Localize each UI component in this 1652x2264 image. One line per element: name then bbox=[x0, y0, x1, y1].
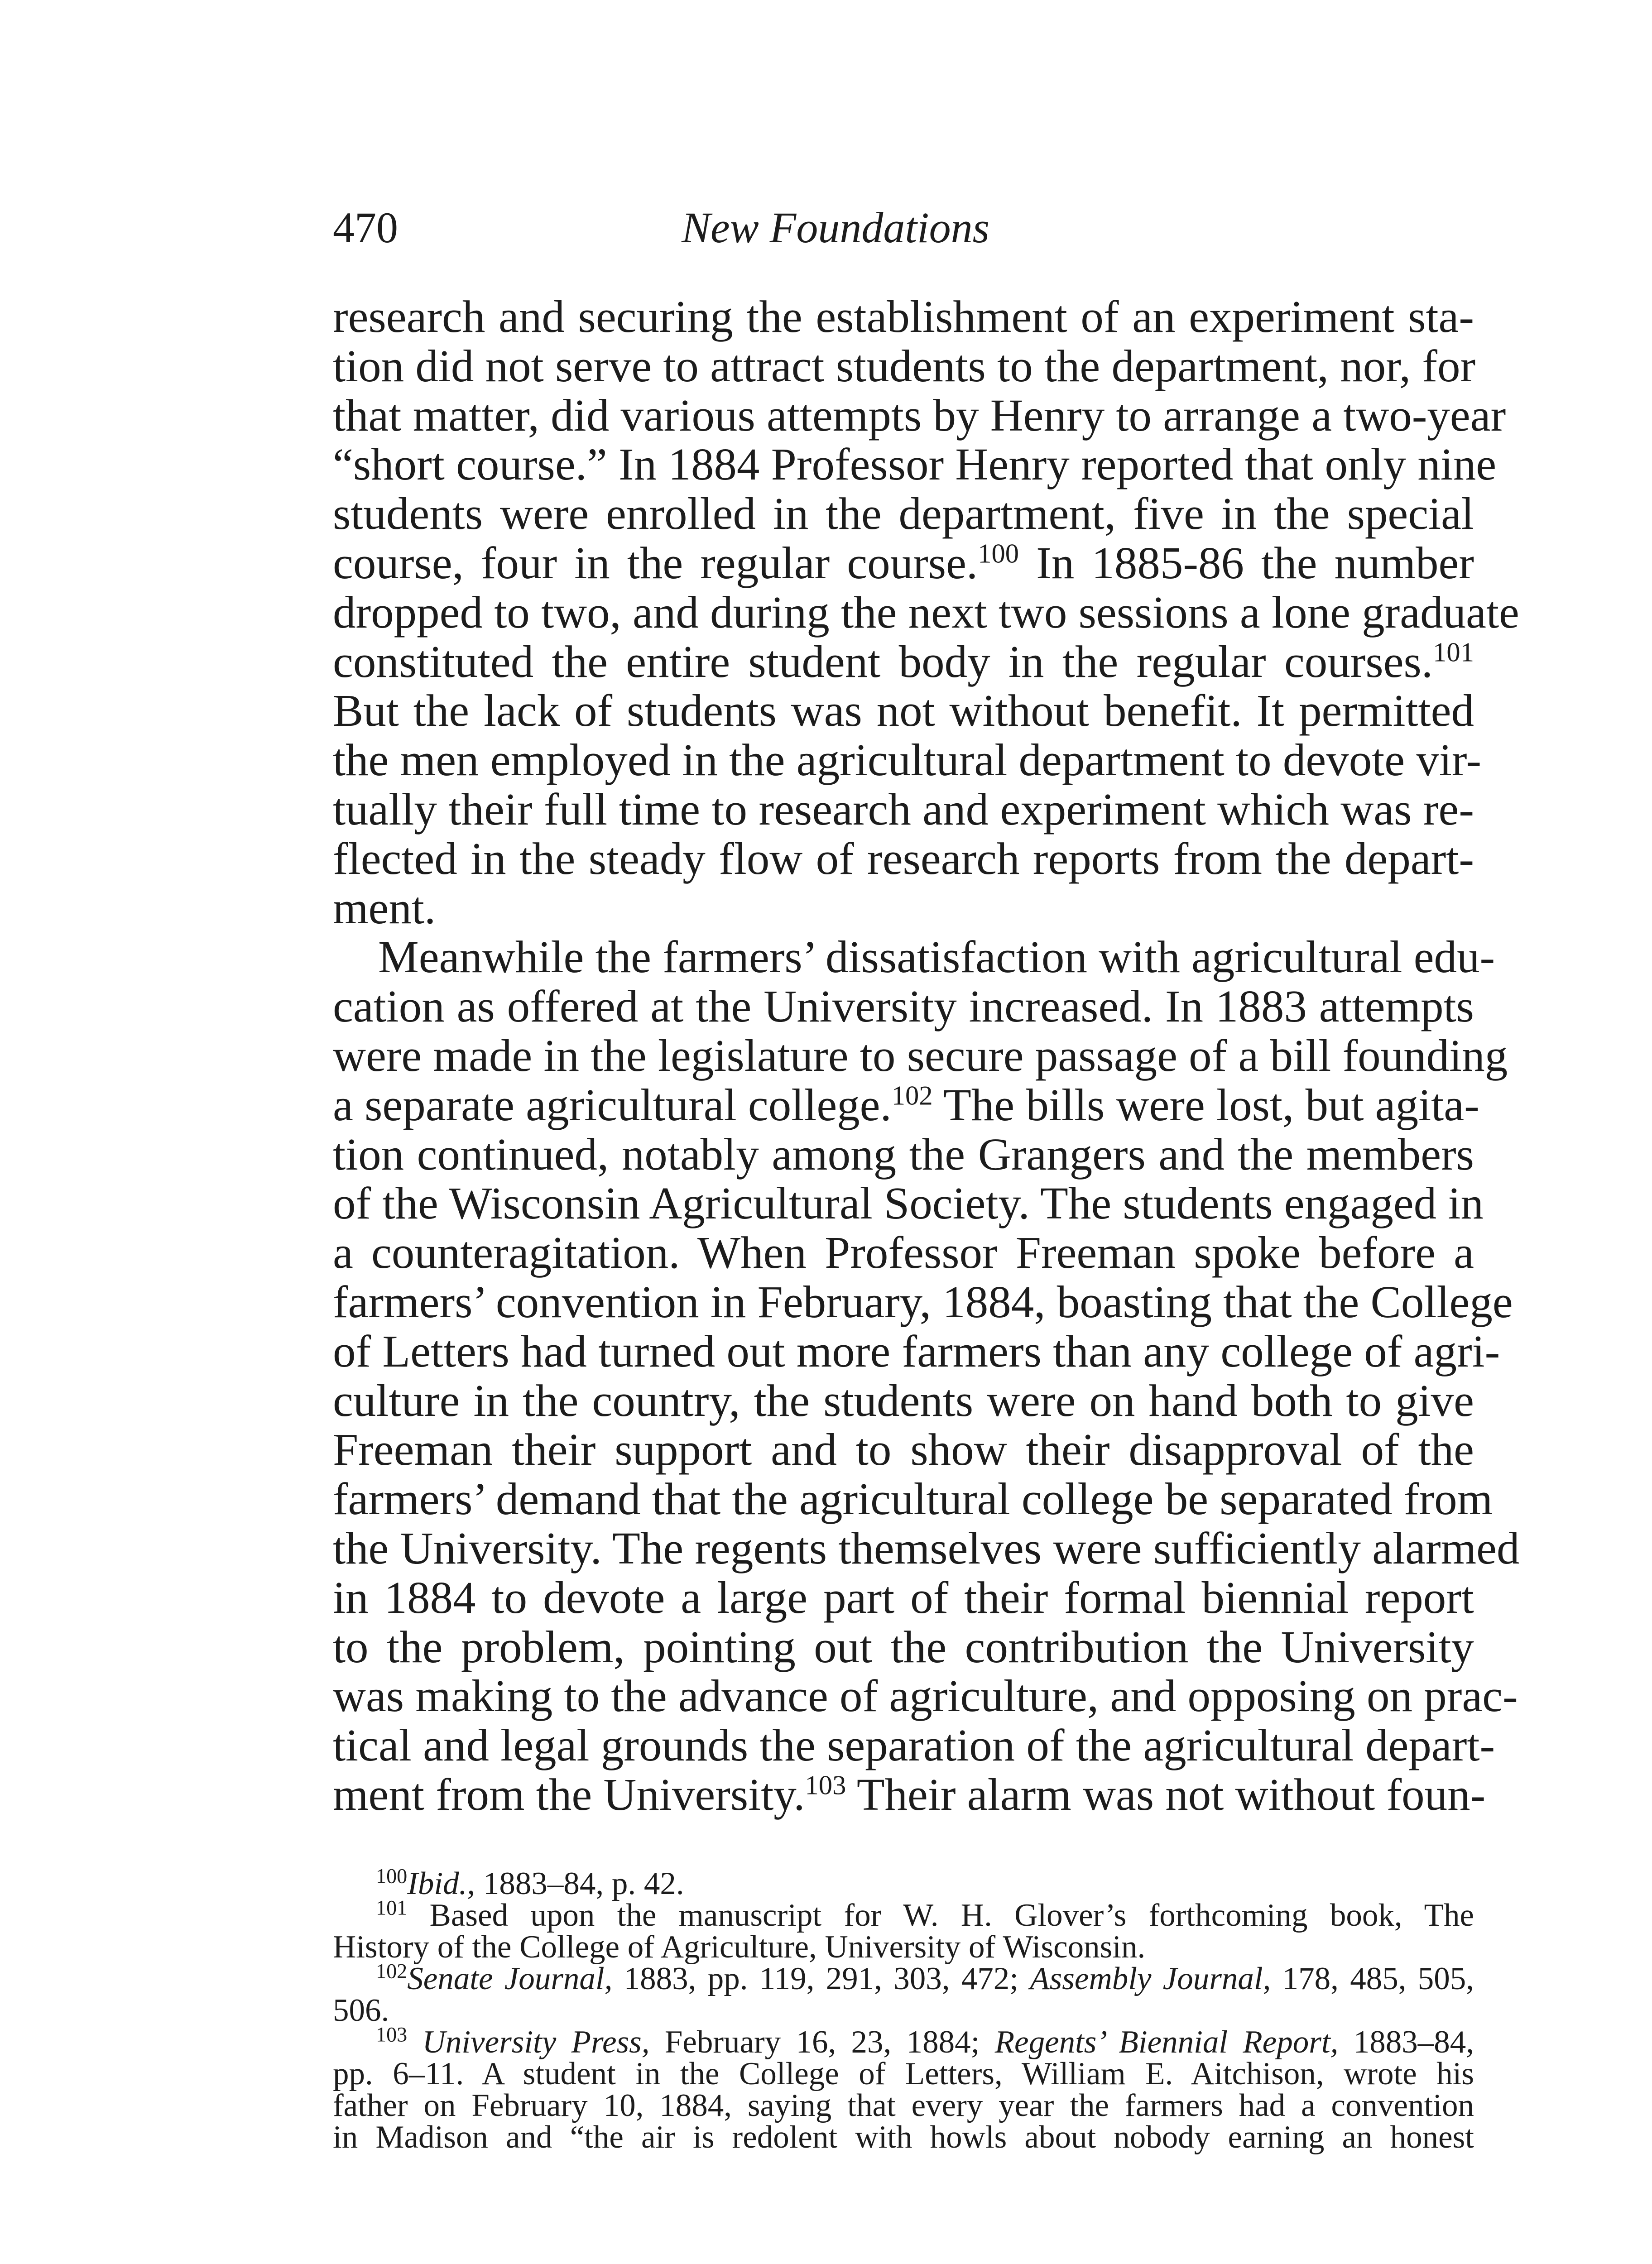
footnote-text: 178, 485, 505, bbox=[1271, 1961, 1474, 1996]
footnote-number: 100 bbox=[376, 1864, 408, 1888]
text-line bbox=[333, 637, 1474, 686]
text-line: that matter, did various attempts by Henry to arrange a two-year bbox=[333, 389, 1506, 441]
footnote-102-cont: 506. bbox=[333, 1993, 389, 2028]
footnote-ref: 101 bbox=[1433, 637, 1474, 667]
footnote-citation: University Press, bbox=[422, 2024, 650, 2060]
footnote-text: 1883–84, p. 42. bbox=[475, 1866, 684, 1901]
footnote-101 bbox=[333, 1896, 1474, 1933]
text-line: tually their full time to research and experiment which was re- bbox=[333, 783, 1474, 835]
text-segment: course, four in the regular course. bbox=[333, 537, 978, 588]
text-line: a counteragitation. When Professor Freeman spoke before a bbox=[333, 1227, 1474, 1278]
text-line: were made in the legislature to secure passage of a bill founding bbox=[333, 1030, 1508, 1081]
footnote-number: 102 bbox=[376, 1959, 408, 1983]
text-line: flected in the steady flow of research reports from the depart- bbox=[333, 833, 1474, 884]
text-line: ment. bbox=[333, 882, 436, 933]
text-line: Meanwhile the farmers’ dissatisfaction with agricultural edu- bbox=[378, 931, 1495, 983]
text-line: research and securing the establishment of an experiment sta- bbox=[333, 291, 1474, 342]
text-line: of the Wisconsin Agricultural Society. The students engaged in bbox=[333, 1178, 1484, 1229]
text-line: students were enrolled in the department, five in the special bbox=[333, 488, 1474, 539]
footnotes bbox=[333, 1864, 1474, 2155]
text-line: tion continued, notably among the Grangers and the members bbox=[333, 1128, 1474, 1180]
text-line bbox=[333, 538, 1474, 588]
footnote-101-cont: History of the College of Agriculture, University of Wisconsin. bbox=[333, 1929, 1146, 1965]
text-line: cation as offered at the University increased. In 1883 attempts bbox=[333, 981, 1474, 1032]
footnote-citation: Assembly Journal, bbox=[1030, 1961, 1271, 1996]
footnote-citation: Senate Journal, bbox=[407, 1961, 613, 1996]
footnote-103-cont: father on February 10, 1884, saying that every year the farmers had a convention bbox=[333, 2088, 1474, 2123]
footnote-102 bbox=[333, 1959, 1474, 1996]
text-line: “short course.” In 1884 Professor Henry reported that only nine bbox=[333, 439, 1497, 490]
footnote-ref: 102 bbox=[891, 1080, 933, 1111]
footnote-number: 103 bbox=[376, 2023, 408, 2046]
text-line: the men employed in the agricultural department to devote vir- bbox=[333, 734, 1482, 786]
text-line: But the lack of students was not without benefit. It permitted bbox=[333, 685, 1474, 736]
footnote-citation: Regents’ Biennial Report, bbox=[994, 2024, 1339, 2060]
footnote-ref: 103 bbox=[805, 1770, 846, 1801]
text-line: culture in the country, the students were on hand both to give bbox=[333, 1375, 1474, 1426]
text-line: tical and legal grounds the separation of the agricultural depart- bbox=[333, 1720, 1495, 1771]
footnote-number: 101 bbox=[376, 1896, 408, 1919]
text-line: the University. The regents themselves were sufficiently alarmed bbox=[333, 1522, 1520, 1573]
text-line bbox=[333, 1079, 1479, 1130]
running-title: New Foundations bbox=[682, 203, 990, 252]
footnote-text: 1883, pp. 119, 291, 303, 472; bbox=[612, 1961, 1030, 1996]
footnote-103-cont: in Madison and “the air is redolent with howls about nobody earning an honest bbox=[333, 2120, 1474, 2155]
footnote-text: February 16, 23, 1884; bbox=[649, 2024, 995, 2060]
text-line: in 1884 to devote a large part of their formal biennial report bbox=[333, 1572, 1474, 1623]
text-line: farmers’ demand that the agricultural college be separated from bbox=[333, 1473, 1493, 1525]
text-segment: constituted the entire student body in the regular courses. bbox=[333, 636, 1433, 687]
text-segment: The bills were lost, but agita- bbox=[932, 1079, 1479, 1130]
text-line: farmers’ convention in February, 1884, boasting that the College bbox=[333, 1276, 1513, 1327]
text-line bbox=[333, 1769, 1486, 1820]
footnote-103-cont: pp. 6–11. A student in the College of Letters, William E. Aitchison, wrote his bbox=[333, 2056, 1474, 2091]
text-segment: Their alarm was not without foun- bbox=[846, 1769, 1486, 1820]
running-head bbox=[333, 203, 1193, 269]
footnote-ref: 100 bbox=[978, 538, 1019, 569]
text-line: dropped to two, and during the next two sessions a lone graduate bbox=[333, 586, 1519, 638]
footnote-text: 1883–84, bbox=[1338, 2024, 1474, 2060]
text-line: Freeman their support and to show their disapproval of the bbox=[333, 1424, 1474, 1475]
footnote-text: Based upon the manuscript for W. H. Glover’s forthcoming book, The bbox=[429, 1898, 1474, 1933]
text-line: of Letters had turned out more farmers than any college of agri- bbox=[333, 1325, 1500, 1377]
body-text bbox=[333, 291, 1520, 1820]
footnote-103 bbox=[333, 2023, 1474, 2060]
text-line: tion did not serve to attract students to the department, nor, for bbox=[333, 340, 1476, 391]
text-line: to the problem, pointing out the contribution the University bbox=[333, 1621, 1474, 1672]
text-segment: ment from the University. bbox=[333, 1769, 805, 1820]
text-segment: a separate agricultural college. bbox=[333, 1079, 892, 1130]
text-line: was making to the advance of agriculture, and opposing on prac- bbox=[333, 1670, 1518, 1722]
footnote-citation: Ibid., bbox=[407, 1866, 475, 1901]
page-number: 470 bbox=[333, 203, 398, 252]
text-segment: In 1885-86 the number bbox=[1019, 537, 1474, 588]
footnote-100 bbox=[333, 1864, 1474, 1901]
